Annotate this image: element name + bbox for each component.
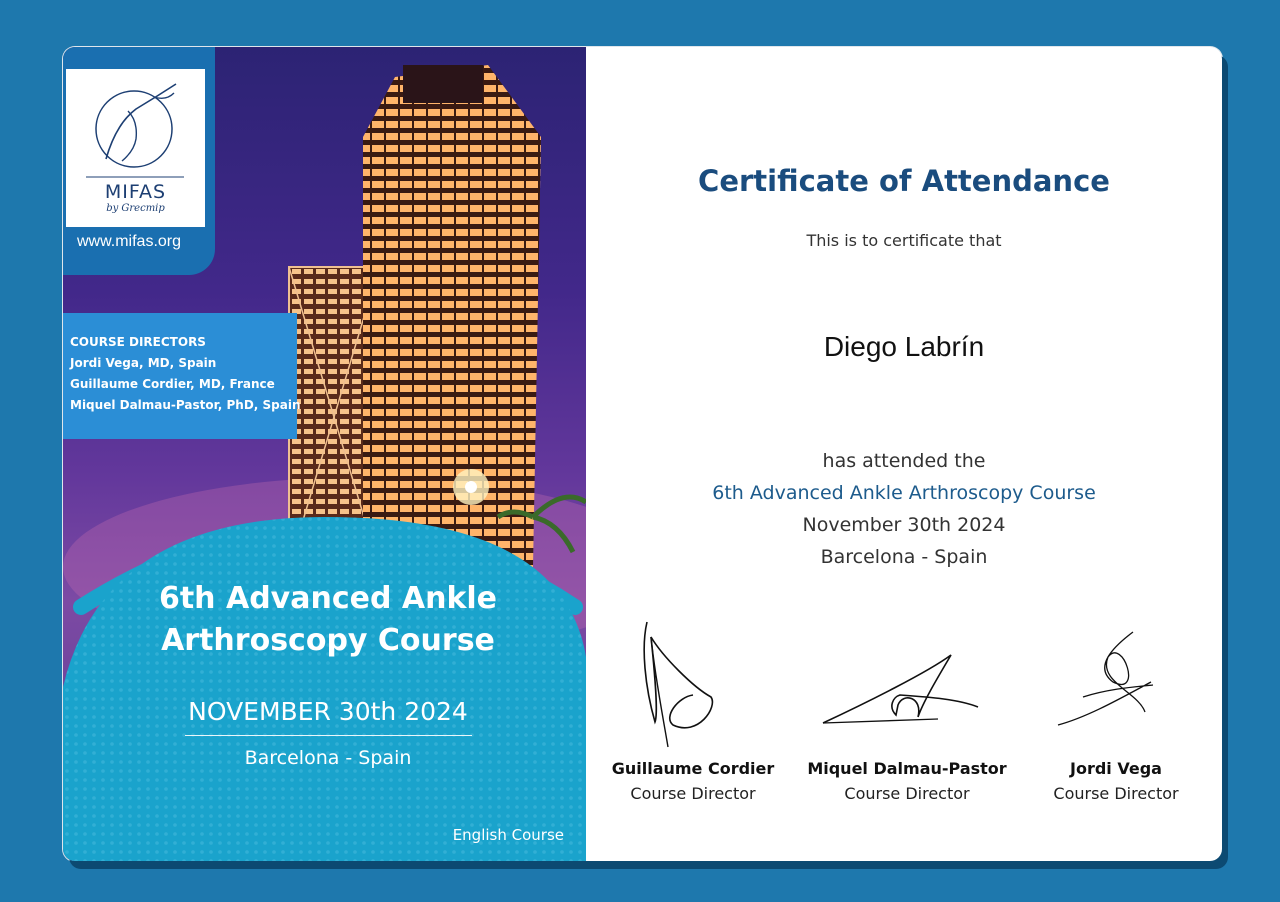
course-name: 6th Advanced Ankle Arthroscopy Course	[712, 482, 1096, 504]
course-date: November 30th 2024	[802, 514, 1006, 536]
signer-name: Jordi Vega	[1070, 759, 1162, 778]
logo-tab	[63, 47, 215, 275]
directors-heading: COURSE DIRECTORS	[70, 335, 206, 349]
signer-block	[797, 759, 1017, 803]
logo-wordmark: MIFAS	[104, 181, 167, 203]
signer-name: Guillaume Cordier	[611, 759, 775, 778]
course-language: English Course	[452, 826, 564, 844]
attended-text: has attended the	[822, 450, 986, 472]
signature-guillaume-cordier	[633, 617, 733, 757]
signature-jordi-vega	[1053, 627, 1163, 737]
mifas-logo	[66, 69, 205, 227]
director-entry: Jordi Vega, MD, Spain	[70, 356, 217, 370]
course-directors-box	[63, 313, 301, 439]
course-poster	[63, 47, 586, 861]
course-location: Barcelona - Spain	[820, 546, 988, 568]
signer-block	[1006, 759, 1222, 803]
logo-subtitle: by Grecmip	[106, 203, 165, 214]
director-entry: Guillaume Cordier, MD, France	[70, 377, 275, 391]
poster-title-line1: 6th Advanced Ankle	[158, 581, 498, 616]
signature-miquel-dalmau-pastor	[818, 647, 988, 732]
foot-globe-icon	[66, 69, 205, 179]
signer-name: Miquel Dalmau-Pastor	[807, 759, 1007, 778]
divider	[185, 735, 472, 736]
signer-block	[583, 759, 803, 803]
recipient-name: Diego Labrín	[823, 331, 985, 362]
signer-role: Course Director	[844, 784, 970, 803]
certificate-card	[63, 47, 1222, 861]
certificate-title: Certificate of Attendance	[698, 164, 1110, 198]
signer-role: Course Director	[1053, 784, 1179, 803]
website-link[interactable]: www.mifas.org	[77, 233, 182, 250]
poster-date: NOVEMBER 30th 2024	[188, 697, 468, 726]
poster-location: Barcelona - Spain	[244, 747, 412, 769]
director-entry: Miquel Dalmau-Pastor, PhD, Spain	[70, 398, 301, 412]
certificate-intro: This is to certificate that	[806, 231, 1002, 250]
poster-title-line2: Arthroscopy Course	[161, 623, 495, 658]
signer-role: Course Director	[630, 784, 756, 803]
